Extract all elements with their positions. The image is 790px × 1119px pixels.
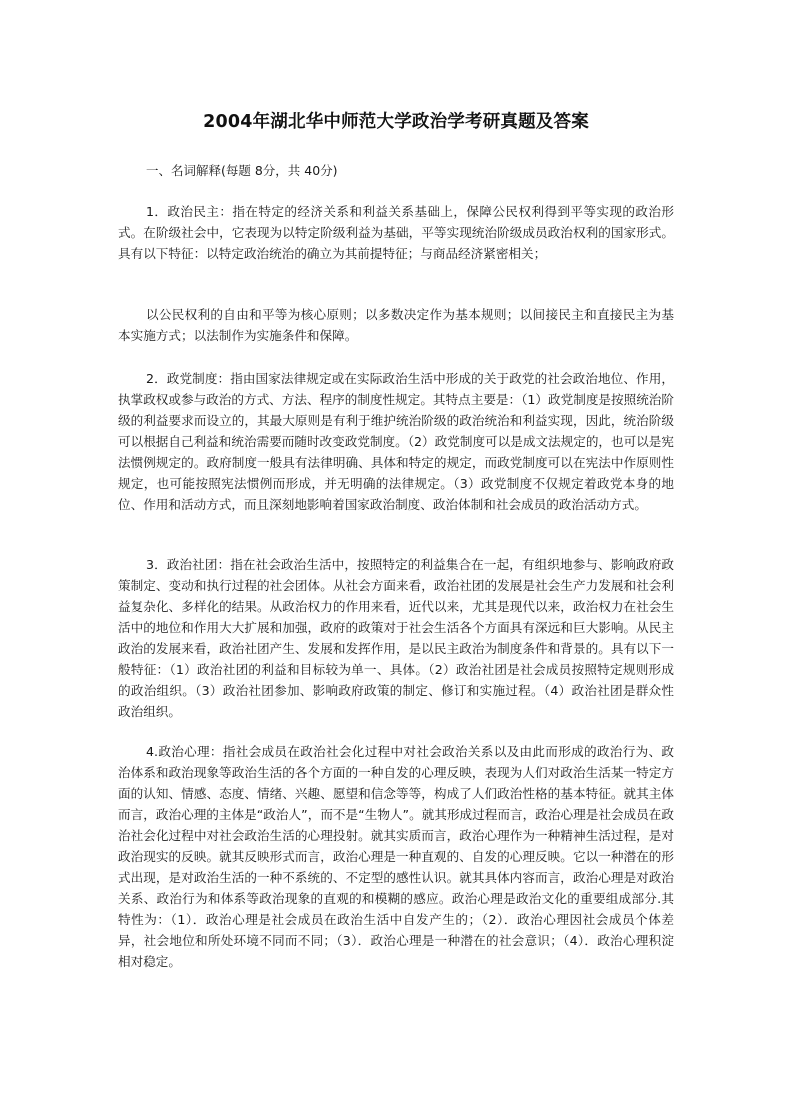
- definition-party-system: 2．政党制度：指由国家法律规定或在实际政治生活中形成的关于政党的社会政治地位、作用，执掌政权或参与政治的方式、方法、程序的制度性规定。其特点主要是：（1）政党制度是按照统治阶级的利益要求而设立的，其最大原则是有利于维护统治阶级的政治统治和利益实现，因此，统治阶级可以根据自己利益和统治需要而随时改变政党制度。（2）政党制度可以是成文法规定的，也可以是宪法惯例规定的。政府制度一般具有法律明确、具体和特定的规定，而政党制度可以在宪法中作原则性规定，也可能按照宪法惯例而形成，并无明确的法律规定。（3）政党制度不仅规定着政党本身的地位、作用和活动方式，而且深刻地影响着国家政治制度、政治体制和社会成员的政治活动方式。: [118, 371, 674, 512]
- definition-political-democracy-continued: 以公民权利的自由和平等为核心原则；以多数决定作为基本规则；以间接民主和直接民主为基本实施方式；以法制作为实施条件和保障。: [118, 307, 674, 343]
- definition-political-democracy: 1．政治民主：指在特定的经济关系和利益关系基础上，保障公民权利得到平等实现的政治形式。在阶级社会中，它表现为以特定阶级利益为基础，平等实现统治阶级成员政治权利的国家形式。具有以下特征：以特定政治统治的确立为其前提特征；与商品经济紧密相关；: [118, 204, 674, 261]
- definition-political-psychology: 4.政治心理：指社会成员在政治社会化过程中对社会政治关系以及由此而形成的政治行为、政治体系和政治现象等政治生活的各个方面的一种自发的心理反映，表现为人们对政治生活某一特定方面的认知、情感、态度、情绪、兴趣、愿望和信念等等，构成了人们政治性格的基本特征。就其主体而言，政治心理的主体是“政治人”，而不是“生物人”。就其形成过程而言，政治心理是社会成员在政治社会化过程中对社会政治生活的心理投射。就其实质而言，政治心理作为一种精神生活过程，是对政治现实的反映。就其反映形式而言，政治心理是一种直观的、自发的心理反映。它以一种潜在的形式出现，是对政治生活的一种不系统的、不定型的感性认识。就其具体内容而言，政治心理是对政治关系、政治行为和体系等政治现象的直观的和模糊的感应。政治心理是政治文化的重要组成部分.其特性为：（1）．政治心理是社会成员在政治生活中自发产生的；（2）．政治心理因社会成员个体差异，社会地位和所处环境不同而不同；（3）．政治心理是一种潜在的社会意识；（4）．政治心理积淀相对稳定。: [118, 744, 674, 969]
- document-title: 2004年湖北华中师范大学政治学考研真题及答案: [203, 112, 589, 132]
- definition-political-association: 3．政治社团：指在社会政治生活中，按照特定的利益集合在一起，有组织地参与、影响政府政策制定、变动和执行过程的社会团体。从社会方面来看，政治社团的发展是社会生产力发展和社会利益复杂化、多样化的结果。从政治权力的作用来看，近代以来，尤其是现代以来，政治权力在社会生活中的地位和作用大大扩展和加强，政府的政策对于社会生活各个方面具有深远和巨大影响。从民主政治的发展来看，政治社团产生、发展和发挥作用，是以民主政治为制度条件和背景的。具有以下一般特征：（1）政治社团的利益和目标较为单一、具体。（2）政治社团是社会成员按照特定规则形成的政治组织。（3）政治社团参加、影响政府政策的制定、修订和实施过程。（4）政治社团是群众性政治组织。: [118, 557, 674, 719]
- section-heading-definitions: 一、名词解释(每题 8分，共 40分): [146, 163, 338, 178]
